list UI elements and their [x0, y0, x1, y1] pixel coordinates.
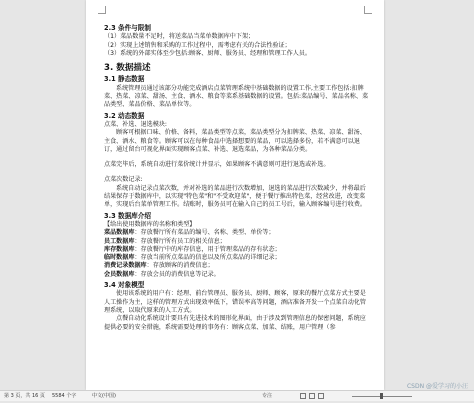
- db-desc: ：存放顾客的消费信息；: [146, 262, 214, 270]
- order-paragraph: 顾客可根据口味、价格、备料，菜品类型等点菜，菜品类型分为扣牌菜、热菜、凉菜、甜汤、主食、酒水、粮食等。顾客可以在每种食品中选择想要的菜品，可以选择多份，若不满意可以退订，通过留台可视化界面实现顾客点菜、补选、退选菜品，为各种菜品分类。: [104, 129, 366, 153]
- db-desc: ：存放会员的消费信息等记录。: [134, 270, 220, 278]
- document-page: [86, 0, 384, 390]
- list-item: [104, 229, 369, 237]
- database-note: 【给出使用数据库的名称和类型】: [104, 220, 196, 228]
- language-indicator[interactable]: 中文(中国): [92, 393, 116, 399]
- db-name: 会员数据库: [104, 270, 135, 278]
- section-3-1-heading: 3.1 静态数据: [104, 75, 145, 84]
- section-3-4-heading: 3.4 对象模型: [104, 281, 145, 290]
- db-desc: ：存放餐厅所有菜品的编号、名称、类型、单价等；: [134, 229, 275, 237]
- list-item: [104, 246, 369, 254]
- list-item: [104, 262, 369, 270]
- list-item: [104, 271, 369, 279]
- list-item: （1）菜品数量不足时，将送菜品当菜单数据库中下架；: [104, 33, 255, 41]
- focus-mode[interactable]: 专注: [262, 393, 273, 399]
- object-model-paragraph-2: 点餐自动化系统设计要具有先进技术的图形化界面，由于涉及到管理信息的保密问题，系统应提供必要的安全措施，系统需要处理的事务有：顾客点菜、加菜、结账，用户管理（参: [104, 315, 366, 331]
- section-2-3-heading: 2.3 条件与限制: [104, 24, 151, 32]
- read-mode-icon[interactable]: [300, 393, 306, 399]
- order-count-paragraph: 系统自动记录点菜次数，并对补选的菜品进行次数增加，退选的菜品进行次数减少，并将最后结果保存于数据库中，以实现"特色菜"和"不受欢迎菜"，便于餐厅推出特色菜，经营改进，改变菜单，实现后台菜单管理工作。结账时，服务员可在输入自己的员工号后，输入顾客编号进行收费。: [104, 184, 367, 209]
- section-3-3-heading: 3.3 数据库介绍: [104, 211, 151, 220]
- section-3-heading: 3. 数据描述: [104, 63, 151, 74]
- db-name: 消费记录数据库: [104, 262, 147, 270]
- order-module-label: 点菜、补选、退选模块:: [104, 120, 167, 128]
- static-data-paragraph: 系统管理员通过该部分功能完成酒店点菜管理系统中基础数据的设置工作,主要工作包括:扣牌菜、热菜、凉菜、甜汤、主食、酒水、粮食等菜系基础数据的设置。包括:菜品编号、菜品名称、菜品类型、菜品价格、菜品单位等。: [104, 84, 369, 109]
- section-3-2-heading: 3.2 动态数据: [104, 111, 145, 120]
- object-model-paragraph: 使用该系统的用户有：经理、前台管理员、服务员、厨师、顾客，原来的餐厅点菜方式主要是人工操作为主，这样的管理方式出现效率低下，错误率高等问题，酒店准备开发一个点菜自动化管理系统，以取代原来的人工方式。: [104, 290, 367, 314]
- page-count[interactable]: 第 3 页，共 16 页: [4, 393, 45, 399]
- list-item: （2）实现上述销售和采购的工作过程中，需考虑有关的合法性验证；: [104, 41, 291, 49]
- list-item: [104, 238, 369, 246]
- order-count-label: 点菜次数记录:: [104, 176, 143, 184]
- word-count[interactable]: 5584 个字: [52, 393, 77, 399]
- web-layout-icon[interactable]: [318, 393, 324, 399]
- list-item: （3）系统的外部实体至少包括:顾客、厨师、服务员、经理和管理工作人员。: [104, 49, 312, 57]
- document-body[interactable]: [104, 22, 369, 332]
- db-desc: ：存放餐厅中的库存信息，用于管理菜品的存有状态；: [134, 245, 281, 253]
- db-name: 员工数据库: [104, 237, 135, 245]
- corner-mark-left: [98, 6, 106, 14]
- corner-mark-right: [364, 6, 372, 14]
- view-buttons: [300, 393, 327, 399]
- zoom-slider-thumb[interactable]: [380, 393, 383, 399]
- db-name: 菜品数据库: [104, 229, 135, 237]
- db-desc: ：存放餐厅所有员工的相关信息；: [134, 237, 226, 245]
- db-desc: ：存放当前所点菜品的信息以及所点菜品的详细记录；: [134, 254, 281, 262]
- db-name: 库存数据库: [104, 245, 135, 253]
- print-layout-icon[interactable]: [309, 393, 315, 399]
- watermark: CSDN @爱学习的小汪: [406, 383, 468, 390]
- order-complete-line: 点菜完毕后，系统自动进行菜价统计并显示，如果顾客不满意则可进行退选或补选。: [104, 161, 330, 169]
- db-name: 临时数据库: [104, 254, 135, 262]
- status-bar: [0, 390, 474, 401]
